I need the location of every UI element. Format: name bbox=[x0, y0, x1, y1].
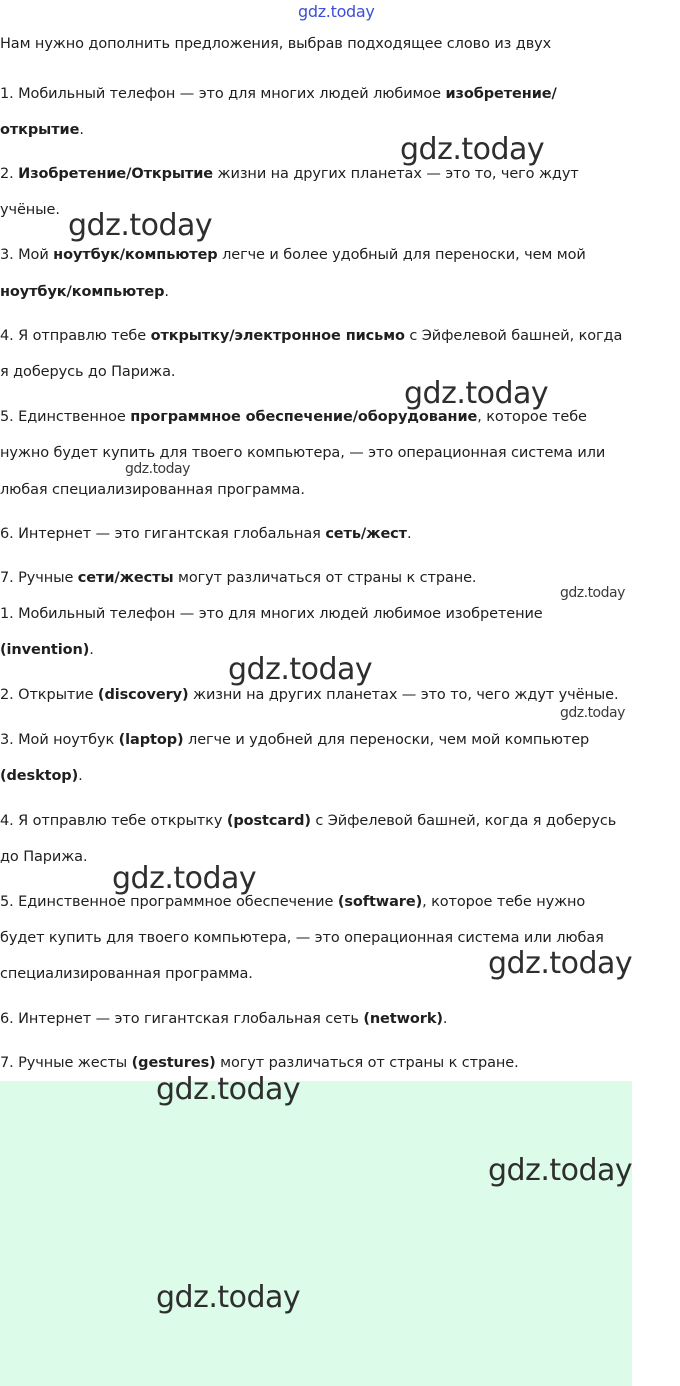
translation-line bbox=[0, 640, 94, 660]
text-segment: 2. bbox=[0, 166, 19, 182]
watermark: gdz.today bbox=[404, 376, 549, 411]
text-segment: 1. Мобильный телефон — это для многих людей любимое изобретение bbox=[0, 606, 543, 622]
translation-line bbox=[0, 766, 83, 786]
watermark: gdz.today bbox=[112, 861, 257, 896]
task-sentence-line bbox=[0, 524, 412, 544]
text-segment: , которое тебе bbox=[477, 409, 587, 425]
text-segment: 4. Я отправлю тебе bbox=[0, 328, 151, 344]
text-segment: легче и удобней для переноски, чем мой компьютер bbox=[183, 732, 590, 748]
translation-line bbox=[0, 685, 618, 705]
text-segment: могут различаться от страны к стране. bbox=[215, 1055, 519, 1071]
bold-word: (gestures) bbox=[131, 1055, 216, 1071]
task-sentence-line bbox=[0, 568, 476, 588]
text-segment: . bbox=[78, 768, 83, 784]
bold-word: ноутбук/компьютер bbox=[0, 284, 165, 300]
bold-word: (desktop) bbox=[0, 768, 79, 784]
bold-word: (postcard) bbox=[226, 813, 311, 829]
text-segment: 4. Я отправлю тебе открытку bbox=[0, 813, 227, 829]
bold-word: (network) bbox=[363, 1011, 443, 1027]
text-segment: с Эйфелевой башней, когда bbox=[404, 328, 623, 344]
text-segment: 7. Ручные bbox=[0, 570, 78, 586]
text-segment: . bbox=[79, 122, 84, 138]
bold-word: (software) bbox=[337, 894, 423, 910]
task-sentence-line bbox=[0, 282, 169, 302]
text-segment: . bbox=[89, 642, 94, 658]
task-sentence-line bbox=[0, 362, 175, 382]
text-segment: . bbox=[406, 526, 412, 542]
text-segment: я доберусь до Парижа. bbox=[0, 364, 176, 380]
watermark: gdz.today bbox=[560, 705, 625, 721]
bold-word: (laptop) bbox=[118, 732, 184, 748]
text-segment: до Парижа. bbox=[0, 849, 88, 865]
text-segment: жизни на других планетах — это то, чего ждут bbox=[213, 166, 579, 182]
translation-line bbox=[0, 730, 589, 750]
bold-word: открытку/электронное письмо bbox=[150, 328, 405, 344]
watermark: gdz.today bbox=[488, 1153, 633, 1188]
translation-line bbox=[0, 964, 253, 984]
task-intro: Нам нужно дополнить предложения, выбрав подходящее слово из двух bbox=[0, 36, 552, 52]
task-sentence-line bbox=[0, 245, 586, 265]
text-segment: нужно будет купить для твоего компьютера, — это операционная система или bbox=[0, 445, 606, 461]
translation-line bbox=[0, 811, 616, 831]
bold-word: сети/жесты bbox=[77, 570, 174, 586]
translation-line bbox=[0, 892, 585, 912]
bold-word: программное обеспечение/оборудование bbox=[130, 409, 478, 425]
answers-panel bbox=[0, 1081, 632, 1386]
text-segment: жизни на других планетах — это то, чего ждут учёные. bbox=[188, 687, 619, 703]
bold-word: открытие bbox=[0, 122, 80, 138]
bold-word: сеть/жест bbox=[325, 526, 407, 542]
text-segment: любая специализированная программа. bbox=[0, 482, 305, 498]
text-segment: 3. Мой bbox=[0, 247, 54, 263]
text-segment: 5. Единственное bbox=[0, 409, 131, 425]
task-sentence-line bbox=[0, 407, 587, 427]
text-segment: 5. Единственное программное обеспечение bbox=[0, 894, 338, 910]
text-segment: 2. Открытие bbox=[0, 687, 98, 703]
text-segment: 1. Мобильный телефон — это для многих людей любимое bbox=[0, 86, 446, 102]
bold-word: ноутбук/компьютер bbox=[53, 247, 218, 263]
translation-line bbox=[0, 1053, 519, 1073]
text-segment: 7. Ручные жесты bbox=[0, 1055, 132, 1071]
watermark: gdz.today bbox=[400, 132, 545, 167]
watermark: gdz.today bbox=[125, 461, 190, 477]
text-segment: с Эйфелевой башней, когда я доберусь bbox=[310, 813, 617, 829]
text-segment: 3. Мой ноутбук bbox=[0, 732, 119, 748]
watermark: gdz.today bbox=[68, 208, 213, 243]
text-segment: специализированная программа. bbox=[0, 966, 253, 982]
translation-line bbox=[0, 604, 543, 624]
task-sentence-line bbox=[0, 443, 605, 463]
site-logo[interactable]: gdz.today bbox=[298, 2, 375, 21]
watermark: gdz.today bbox=[228, 652, 373, 687]
task-sentence-line bbox=[0, 480, 305, 500]
bold-word: Изобретение/Открытие bbox=[18, 166, 214, 182]
task-sentence-line bbox=[0, 326, 622, 346]
text-segment: . bbox=[164, 284, 169, 300]
task-sentence-line bbox=[0, 120, 84, 140]
task-sentence-line bbox=[0, 200, 60, 220]
bold-word: (discovery) bbox=[97, 687, 189, 703]
text-segment: легче и более удобный для переноски, чем мой bbox=[217, 247, 586, 263]
watermark: gdz.today bbox=[560, 585, 625, 601]
watermark: gdz.today bbox=[156, 1072, 301, 1107]
watermark: gdz.today bbox=[488, 946, 633, 981]
text-segment: . bbox=[442, 1011, 448, 1027]
task-sentence-line bbox=[0, 164, 579, 184]
bold-word: изобретение/ bbox=[445, 86, 557, 102]
text-segment: 6. Интернет — это гигантская глобальная сеть bbox=[0, 1011, 364, 1027]
bold-word: (invention) bbox=[0, 642, 90, 658]
text-segment: 6. Интернет — это гигантская глобальная bbox=[0, 526, 326, 542]
text-segment: могут различаться от страны к стране. bbox=[173, 570, 477, 586]
translation-line bbox=[0, 928, 604, 948]
translation-line bbox=[0, 847, 87, 867]
text-segment: учёные. bbox=[0, 202, 60, 218]
text-segment: будет купить для твоего компьютера, — это операционная система или любая bbox=[0, 930, 604, 946]
task-sentence-line bbox=[0, 84, 557, 104]
watermark: gdz.today bbox=[156, 1280, 301, 1315]
text-segment: , которое тебе нужно bbox=[422, 894, 586, 910]
translation-line bbox=[0, 1009, 447, 1029]
